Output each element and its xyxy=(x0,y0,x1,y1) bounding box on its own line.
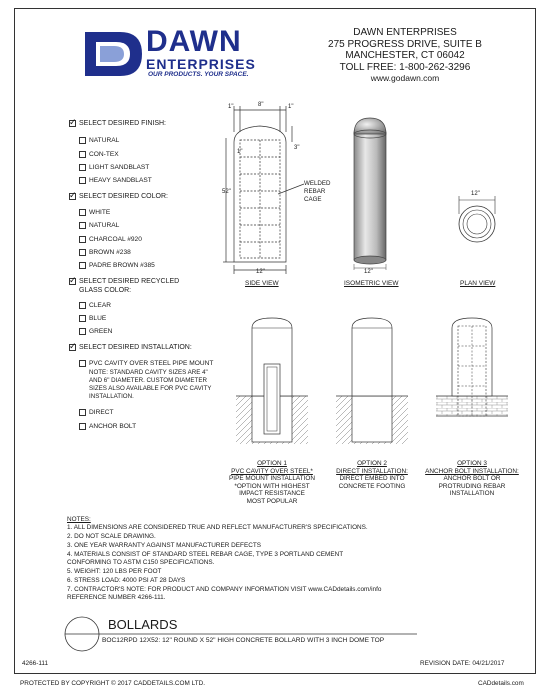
glass-clear-checkbox[interactable] xyxy=(79,302,86,309)
option-3-drawing xyxy=(436,318,508,416)
glass-label-line-2: GLASS COLOR: xyxy=(79,287,132,294)
finish-contex-label: CON-TEX xyxy=(89,151,119,158)
option-3-line-2: PROTRUDING REBAR xyxy=(438,482,506,490)
side-view-label: SIDE VIEW xyxy=(245,280,279,287)
finish-natural-checkbox[interactable] xyxy=(79,137,86,144)
install-anchor-checkbox[interactable] xyxy=(79,423,86,430)
note-line-3: 3. ONE YEAR WARRANTY AGAINST MANUFACTURER DEFECTS xyxy=(67,542,261,549)
option-2-title: OPTION 2 xyxy=(357,460,387,467)
company-address-2: MANCHESTER, CT 06042 xyxy=(345,50,465,61)
option-3-caption xyxy=(422,460,522,498)
color-label: SELECT DESIRED COLOR: xyxy=(79,193,168,200)
dim-top-mid: 8" xyxy=(258,102,264,108)
option-1-subtitle: PVC CAVITY OVER STEEL* xyxy=(231,467,313,475)
rebar-label-2: REBAR xyxy=(304,188,326,195)
option-1-line-1: PIPE MOUNT INSTALLATION xyxy=(229,475,315,483)
note-line-9: REFERENCE NUMBER 4266-111. xyxy=(67,594,166,601)
finish-contex-checkbox[interactable] xyxy=(79,151,86,158)
option-3-title: OPTION 3 xyxy=(457,460,487,467)
reference-number: 4266-111 xyxy=(22,660,49,667)
color-padre-brown-label: PADRE BROWN #385 xyxy=(89,262,155,269)
install-pvc-note-3: SIZES ALSO AVAILABLE FOR PVC CAVITY xyxy=(89,385,212,392)
install-pvc-checkbox[interactable] xyxy=(79,360,86,367)
plan-view-drawing xyxy=(452,196,502,246)
install-pvc-note-2: AND 6" DIAMETER. CUSTOM DIAMETER xyxy=(89,377,207,384)
note-line-7: 6. STRESS LOAD: 4000 PSI AT 28 DAYS xyxy=(67,577,186,584)
company-info xyxy=(310,27,500,85)
company-phone: TOLL FREE: 1-800-262-3296 xyxy=(339,61,471,73)
install-pvc-label: PVC CAVITY OVER STEEL PIPE MOUNT xyxy=(89,360,214,367)
finish-heavy-sandblast-checkbox[interactable] xyxy=(79,177,86,184)
glass-blue-label: BLUE xyxy=(89,315,107,322)
option-1-line-3: IMPACT RESISTANCE xyxy=(239,490,305,498)
color-padre-brown-checkbox[interactable] xyxy=(79,262,86,269)
notes-heading: NOTES: xyxy=(67,516,91,523)
option-2-line-2: CONCRETE FOOTING xyxy=(338,482,406,490)
option-1-line-4: MOST POPULAR xyxy=(246,497,298,505)
glass-green-label: GREEN xyxy=(89,328,113,335)
note-line-2: 2. DO NOT SCALE DRAWING. xyxy=(67,533,156,540)
finish-light-sandblast-label: LIGHT SANDBLAST xyxy=(89,164,150,171)
revision-date: REVISION DATE: 04/21/2017 xyxy=(420,660,505,667)
install-pvc-note-1: NOTE: STANDARD CAVITY SIZES ARE 4" xyxy=(89,369,208,376)
installation-drawings xyxy=(222,312,522,452)
logo-word-dawn: DAWN xyxy=(146,25,242,58)
color-charcoal-label: CHARCOAL #920 xyxy=(89,236,142,243)
check-mark-icon: ✓ xyxy=(69,275,77,285)
note-line-8: 7. CONTRACTOR'S NOTE: FOR PRODUCT AND COMPANY INFORMATION VISIT www.CADdetails.com/info xyxy=(67,586,382,593)
finish-light-sandblast-checkbox[interactable] xyxy=(79,164,86,171)
option-1-drawing xyxy=(236,318,308,444)
logo-word-enterprises: ENTERPRISES xyxy=(146,56,256,72)
dim-width-side: 12" xyxy=(256,269,265,275)
color-brown-checkbox[interactable] xyxy=(79,249,86,256)
finish-label: SELECT DESIRED FINISH: xyxy=(79,120,167,127)
footer-copyright: PROTECTED BY COPYRIGHT © 2017 CADDETAILS.COM LTD. xyxy=(20,680,205,687)
option-3-subtitle: ANCHOR BOLT INSTALLATION: xyxy=(425,467,519,475)
note-line-5: CONFORMING TO ASTM C150 SPECIFICATIONS. xyxy=(67,559,215,566)
install-pvc-note-4: INSTALLATION. xyxy=(89,393,134,400)
color-natural-checkbox[interactable] xyxy=(79,222,86,229)
isometric-view-drawing xyxy=(340,110,400,270)
note-line-4: 4. MATERIALS CONSIST OF STANDARD STEEL REBAR CAGE, TYPE 3 PORTLAND CEMENT xyxy=(67,551,344,558)
option-2-line-1: DIRECT EMBED INTO xyxy=(339,475,405,483)
color-brown-label: BROWN #238 xyxy=(89,249,131,256)
install-direct-label: DIRECT xyxy=(89,409,114,416)
company-website[interactable]: www.godawn.com xyxy=(370,73,440,83)
dim-width-iso: 12" xyxy=(364,269,373,275)
glass-green-checkbox[interactable] xyxy=(79,328,86,335)
dim-top-right: 1" xyxy=(288,104,294,110)
rebar-label-3: CAGE xyxy=(304,196,322,203)
rebar-label-1: WELDED xyxy=(304,180,331,187)
check-mark-icon: ✓ xyxy=(69,341,77,351)
glass-label-line-1: SELECT DESIRED RECYCLED xyxy=(79,278,180,285)
note-line-1: 1. ALL DIMENSIONS ARE CONSIDERED TRUE AND REFLECT MANUFACTURER'S SPECIFICATIONS. xyxy=(67,524,368,531)
company-name: DAWN ENTERPRISES xyxy=(353,27,457,38)
option-2-drawing xyxy=(336,318,408,444)
dim-side: 1" xyxy=(237,149,243,155)
check-mark-icon: ✓ xyxy=(69,117,77,127)
glass-blue-checkbox[interactable] xyxy=(79,315,86,322)
plan-outer-circle xyxy=(459,206,495,242)
title-block-subtitle: BOC12RPD 12X52: 12" ROUND X 52" HIGH CONCRETE BOLLARD WITH 3 INCH DOME TOP xyxy=(102,637,385,644)
color-white-checkbox[interactable] xyxy=(79,209,86,216)
color-natural-label: NATURAL xyxy=(89,222,120,229)
finish-natural-label: NATURAL xyxy=(89,137,120,144)
option-3-line-1: ANCHOR BOLT OR xyxy=(443,475,501,483)
dim-width-plan: 12" xyxy=(471,191,480,197)
plan-view-label: PLAN VIEW xyxy=(460,280,496,287)
option-2-subtitle: DIRECT INSTALLATION: xyxy=(336,467,408,475)
finish-heavy-sandblast-label: HEAVY SANDBLAST xyxy=(89,177,152,184)
option-2-caption xyxy=(322,460,422,490)
install-anchor-label: ANCHOR BOLT xyxy=(89,423,137,430)
option-1-title: OPTION 1 xyxy=(257,460,287,467)
glass-clear-label: CLEAR xyxy=(89,302,111,309)
option-3-line-3: INSTALLATION xyxy=(449,490,495,498)
note-line-6: 5. WEIGHT: 120 LBS PER FOOT xyxy=(67,568,162,575)
installation-label: SELECT DESIRED INSTALLATION: xyxy=(79,344,192,351)
title-block-title: BOLLARDS xyxy=(108,617,178,632)
company-address-1: 275 PROGRESS DRIVE, SUITE B xyxy=(328,38,482,50)
iso-view-label: ISOMETRIC VIEW xyxy=(344,280,399,287)
check-mark-icon: ✓ xyxy=(69,190,77,200)
option-1-line-2: *OPTION WITH HIGHEST xyxy=(234,482,310,490)
option-1-caption xyxy=(222,460,322,506)
dim-dome: 3" xyxy=(294,145,300,151)
logo-tagline: OUR PRODUCTS. YOUR SPACE. xyxy=(148,71,249,78)
dim-height: 52" xyxy=(222,189,231,195)
dim-top-left: 1" xyxy=(228,104,234,110)
footer-site-link[interactable]: CADdetails.com xyxy=(478,680,524,687)
iso-dome xyxy=(354,118,386,134)
color-white-label: WHITE xyxy=(89,209,111,216)
install-direct-checkbox[interactable] xyxy=(79,409,86,416)
iso-cylinder xyxy=(354,132,386,260)
logo-d-core xyxy=(100,46,124,62)
color-charcoal-checkbox[interactable] xyxy=(79,236,86,243)
